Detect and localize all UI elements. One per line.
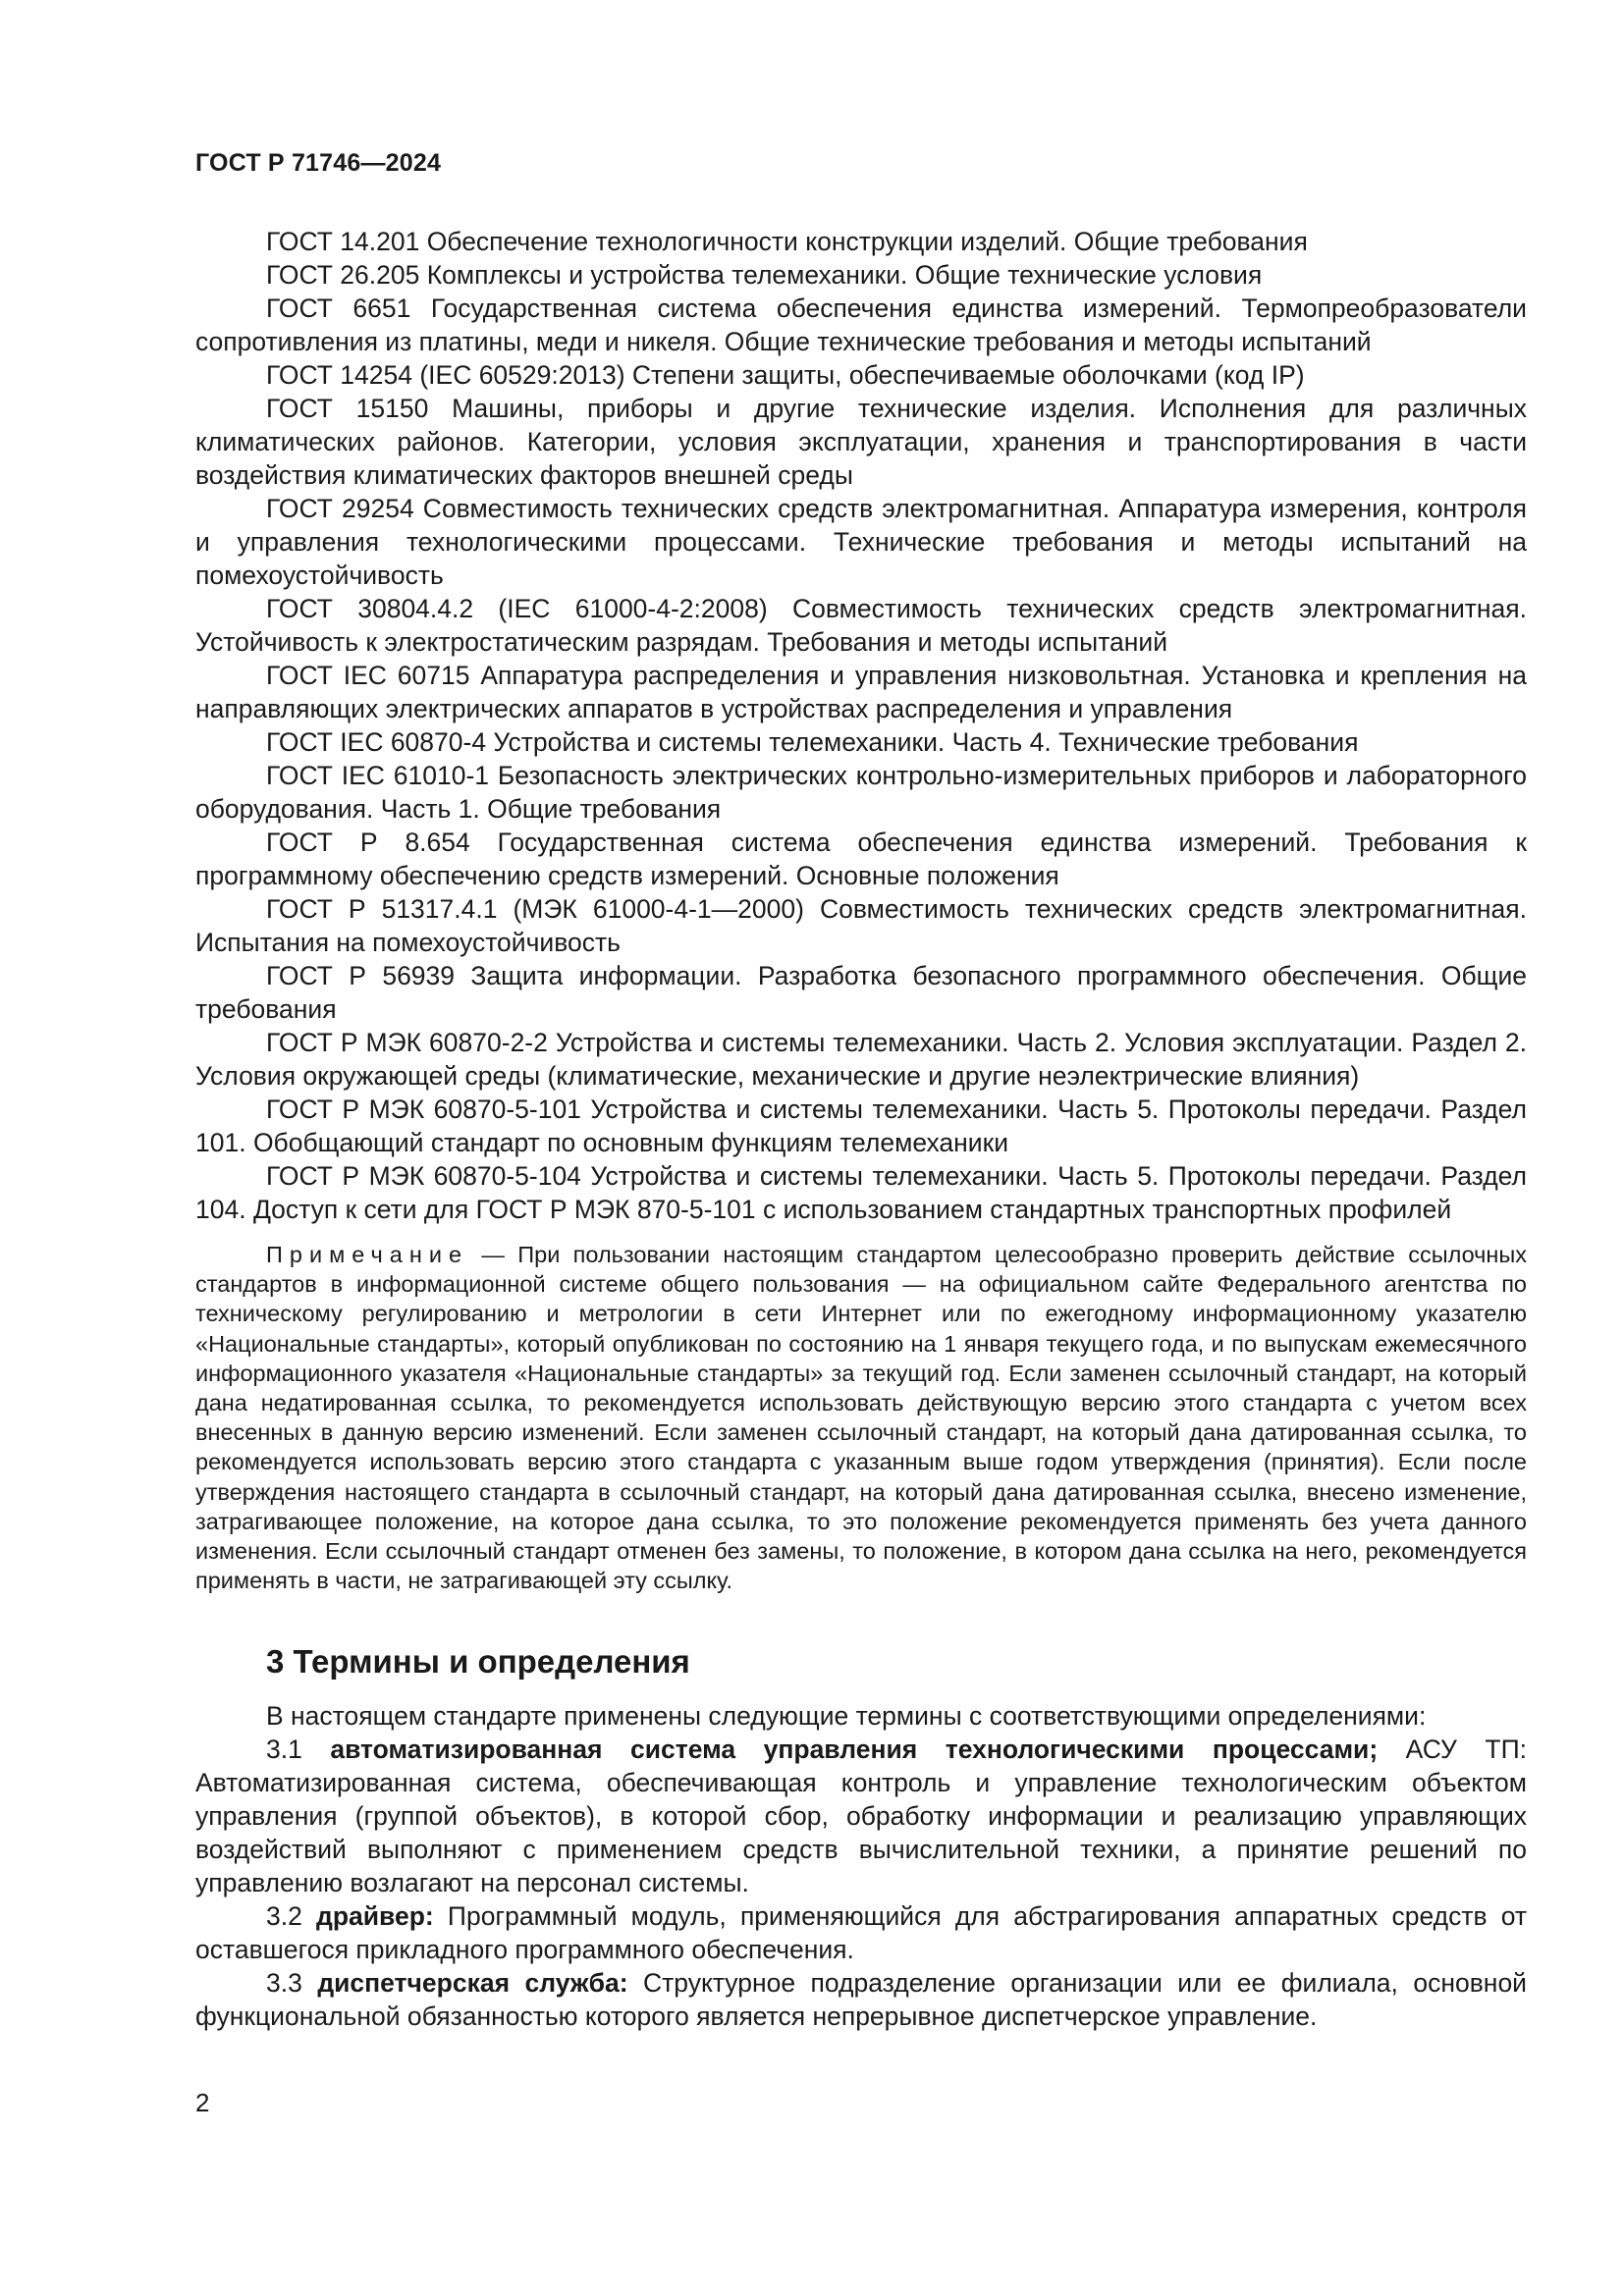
- term-definition: Структурное подразделение организации или ее филиала, основной функциональной обязанностью которого является непрерывное диспетчерское управление.: [195, 1968, 1527, 2032]
- page-number: 2: [195, 2088, 210, 2117]
- normative-references-list: [195, 225, 1527, 1226]
- reference-item: ГОСТ 26.205 Комплексы и устройства телемеханики. Общие технические условия: [266, 260, 1263, 290]
- term-definition: Программный модуль, применяющийся для абстрагирования аппаратных средств от оставшегося прикладного программного обеспечения.: [195, 1901, 1527, 1965]
- reference-item: ГОСТ 29254 Совместимость технических средств электромагнитная. Аппаратура измерения, контроля и управления технологическими процессами. Технические требования и методы испытаний на помехоустойчивость: [195, 494, 1527, 590]
- reference-item: ГОСТ IEC 60715 Аппаратура распределения и управления низковольтная. Установка и крепления на направляющих электрических аппаратов в устройствах распределения и управления: [195, 661, 1527, 723]
- reference-item: ГОСТ 15150 Машины, приборы и другие технические изделия. Исполнения для различных климатических районов. Категории, условия эксплуатации, хранения и транспортирования в части воздействия климатических факторов внешней среды: [195, 394, 1527, 490]
- reference-item: ГОСТ 30804.4.2 (IEC 61000-4-2:2008) Совместимость технических средств электромагнитная. Устойчивость к электростатическим разрядам. Требования и методы испытаний: [195, 594, 1527, 657]
- reference-item: ГОСТ Р 51317.4.1 (МЭК 61000-4-1—2000) Совместимость технических средств электромагнитная. Испытания на помехоустойчивость: [195, 894, 1527, 957]
- note-label: Примечание: [266, 1242, 469, 1267]
- reference-item: ГОСТ Р МЭК 60870-2-2 Устройства и системы телемеханики. Часть 2. Условия эксплуатации. Раздел 2. Условия окружающей среды (климатические, механические и другие неэлектрические влияния): [195, 1028, 1527, 1091]
- term-number: 3.3: [266, 1968, 302, 1999]
- section-intro: В настоящем стандарте применены следующие термины с соответствующими определениями:: [266, 1701, 1427, 1732]
- term-entry: [195, 1966, 1527, 2033]
- document-body: [195, 225, 1527, 2033]
- reference-item: ГОСТ Р 56939 Защита информации. Разработка безопасного программного обеспечения. Общие требования: [195, 961, 1527, 1024]
- reference-item: ГОСТ 14254 (IEC 60529:2013) Степени защиты, обеспечиваемые оболочками (код IP): [266, 360, 1305, 390]
- reference-item: ГОСТ IEC 61010-1 Безопасность электрических контрольно-измерительных приборов и лабораторного оборудования. Часть 1. Общие требования: [195, 761, 1527, 824]
- document-code-header: ГОСТ Р 71746—2024: [195, 149, 442, 177]
- note-paragraph: [195, 1240, 1527, 1595]
- term-definition: АСУ ТП: Автоматизированная система, обеспечивающая контроль и управление технологическим объектом управления (группой объектов), в которой сбор, обработку информации и реализацию управляющих воздействий выполняют с применением средств вычислительной техники, а принятие решений по управлению возлагают на персонал системы.: [195, 1735, 1527, 1898]
- section-title: 3 Термины и определения: [266, 1643, 690, 1681]
- note-dash: —: [468, 1242, 518, 1267]
- term-name: драйвер:: [316, 1901, 434, 1932]
- reference-item: ГОСТ 14.201 Обеспечение технологичности конструкции изделий. Общие требования: [266, 227, 1308, 256]
- term-number: 3.1: [266, 1735, 302, 1765]
- term-entry: [195, 1899, 1527, 1966]
- reference-item: ГОСТ Р 8.654 Государственная система обеспечения единства измерений. Требования к программному обеспечению средств измерений. Основные положения: [195, 828, 1527, 890]
- note-text: При пользовании настоящим стандартом целесообразно проверить действие ссылочных стандартов в информационной системе общего пользования — на официальном сайте Федерального агентства по техническому регулированию и метрологии в сети Интернет или по ежегодному информационному указателю «Национальные стандарты», который опубликован по состоянию на 1 января текущего года, и по выпускам ежемесячного информационного указателя «Национальные стандарты» за текущий год. Если заменен ссылочный стандарт, на который дана недатированная ссылка, то рекомендуется использовать действующую версию этого стандарта с учетом всех внесенных в данную версию изменений. Если заменен ссылочный стандарт, на который дана датированная ссылка, то рекомендуется использовать версию этого стандарта с указанным выше годом утверждения (принятия). Если после утверждения настоящего стандарта в ссылочный стандарт, на который дана датированная ссылка, внесено изменение, затрагивающее положение, на которое дана ссылка, то это положение рекомендуется применять без учета данного изменения. Если ссылочный стандарт отменен без замены, то положение, в котором дана ссылка на него, рекомендуется применять в части, не затрагивающей эту ссылку.: [195, 1242, 1527, 1594]
- term-entry: [195, 1733, 1527, 1899]
- reference-item: ГОСТ Р МЭК 60870-5-104 Устройства и системы телемеханики. Часть 5. Протоколы передачи. Раздел 104. Доступ к сети для ГОСТ Р МЭК 870-5-101 с использованием стандартных транспортных профилей: [195, 1161, 1527, 1224]
- term-name: диспетчерская служба:: [317, 1968, 628, 1999]
- term-name: автоматизированная система управления технологическими процессами;: [330, 1735, 1379, 1765]
- term-number: 3.2: [266, 1901, 302, 1932]
- reference-item: ГОСТ 6651 Государственная система обеспечения единства измерений. Термопреобразователи сопротивления из платины, меди и никеля. Общие технические требования и методы испытаний: [195, 294, 1527, 356]
- reference-item: ГОСТ IEC 60870-4 Устройства и системы телемеханики. Часть 4. Технические требования: [266, 727, 1359, 757]
- reference-item: ГОСТ Р МЭК 60870-5-101 Устройства и системы телемеханики. Часть 5. Протоколы передачи. Раздел 101. Обобщающий стандарт по основным функциям телемеханики: [195, 1095, 1527, 1157]
